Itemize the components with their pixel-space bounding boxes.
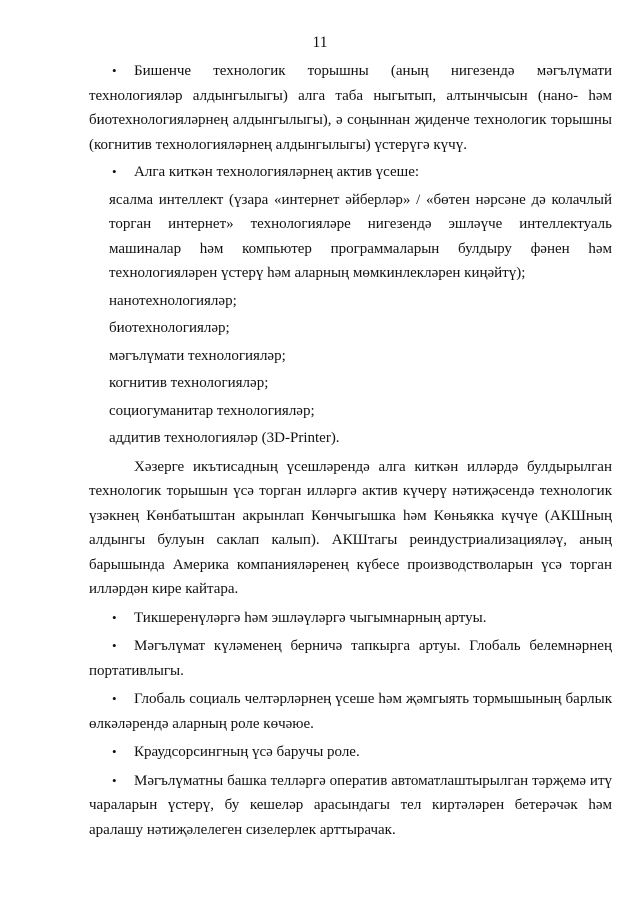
paragraph-research-costs — [89, 606, 612, 631]
bullet-icon: • — [112, 609, 117, 625]
list-item: социогуманитар технологияләр; — [109, 402, 315, 419]
paragraph-text: Мәгълүмат күләменең берничә тапкырга артуы. Глобаль белемнәрнең портативлыгы. — [89, 638, 612, 679]
paragraph-text: Мәгълүматны башка телләргә оператив автоматлаштырылган тәрҗемә итү чараларын үстерү, бу кешеләр арасындагы тел киртәләрен бетерәчәк һәм аралашу нәтиҗәлелеген сизелерлек арттырачак. — [89, 772, 612, 838]
bullet-icon: • — [112, 164, 117, 179]
page-number: 11 — [312, 34, 328, 51]
bullet-icon: • — [112, 63, 117, 78]
paragraph-advanced-tech-intro — [89, 160, 612, 185]
list-item: нанотехнологияләр; — [109, 292, 237, 309]
paragraph-artificial-intelligence: ясалма интеллект (үзара «интернет әйберләр» / «бөтен нәрсәне дә колачлый торган интернет» технологияләре нигезендә эшләүче интеллектуаль машиналар һәм компьютер программаларын булдыру фәнен һәм технологияләрен үстерү һәм аларның мөмкинлекләрен киңәйтү); — [109, 191, 612, 281]
paragraph-economy-shift: Хәзерге икътисадның үсешләрендә алга киткән илләрдә булдырылган технологик торышын үсә торган илләргә актив күчерү нәтиҗәсендә технологик үзәкнең Көнбатыштан акрынлап Көнчыгышка һәм Көньякка күчүе (АКШның алдынгы булуын саклап калып). АКШтагы реиндустриализацияләү, аның барышында Америка компанияләренең күбесе производстволарын үсә торган илләрдән кире кайтара. — [89, 458, 612, 597]
bullet-icon: • — [112, 772, 117, 788]
list-item: аддитив технологияләр (3D-Printer). — [109, 430, 340, 446]
list-item: биотехнологияләр; — [109, 320, 230, 336]
paragraph-text: Бишенче технологик торышны (аның нигезендә мәгълүмати технологияләр алдынгылыгы) алга таба ныгытып, алтынчысын (нано- һәм биотехнологияләрнең алдынгылыгы), ә соңыннан җиденче технологик торышны (когнитив технологияләрнең алдынгылыгы) үстерүгә күчү. — [89, 63, 612, 153]
bullet-icon: • — [112, 744, 117, 759]
paragraph-text: Глобаль социаль челтәрләрнең үсеше һәм җәмгыять тормышының барлык өлкәләрендә аларның роле көчәюе. — [89, 691, 612, 732]
paragraph-text: Краудсорсингның үсә баручы роле. — [134, 744, 360, 760]
paragraph-machine-translation — [89, 769, 612, 843]
technology-list — [89, 289, 612, 451]
paragraph-social-networks — [89, 687, 612, 736]
list-item: когнитив технологияләр; — [109, 375, 269, 391]
list-item: мәгълүмати технологияләр; — [109, 347, 286, 364]
bullet-icon: • — [112, 638, 117, 653]
bullet-icon: • — [112, 691, 117, 706]
paragraph-fifth-technology — [89, 59, 612, 157]
paragraph-information-volume — [89, 634, 612, 683]
paragraph-text: Тикшеренүләргә һәм эшләүләргә чыгымнарның артуы. — [134, 609, 487, 626]
paragraph-crowdsourcing — [89, 740, 612, 765]
paragraph-text: Алга киткән технологияләрнең актив үсеше: — [134, 164, 420, 180]
document-body — [89, 59, 612, 842]
